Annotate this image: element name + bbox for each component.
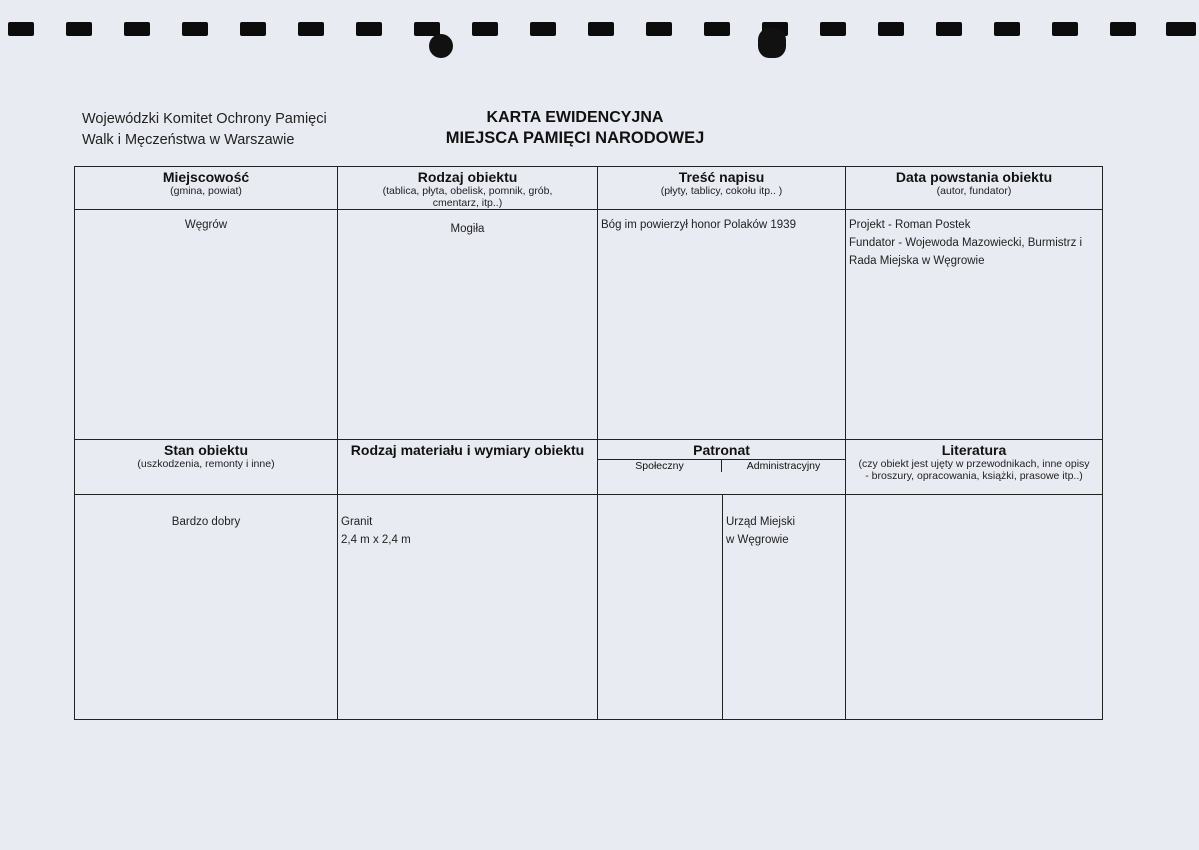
- title-line-1: KARTA EWIDENCYJNA: [486, 109, 664, 126]
- punch-mark: [472, 22, 498, 36]
- value-data-powstania: [846, 210, 1103, 440]
- punch-mark: [878, 22, 904, 36]
- value-literatura: [846, 495, 1103, 720]
- header-subtitle: (uszkodzenia, remonty i inne): [137, 458, 275, 470]
- value-text: 2,4 m x 2,4 m: [341, 534, 411, 546]
- header-subtitle: (czy obiekt jest ujęty w przewodnikach, inne opisy - broszury, opracowania, książki, prasowe itp..): [858, 458, 1090, 482]
- value-text: w Węgrowie: [726, 534, 789, 546]
- punch-mark: [1052, 22, 1078, 36]
- value-text: Fundator - Wojewoda Mazowiecki, Burmistrz i: [849, 237, 1083, 249]
- organization-line-1: Wojewódzki Komitet Ochrony Pamięci: [82, 111, 327, 127]
- punch-mark: [1166, 22, 1196, 36]
- value-rodzaj-obiektu: [338, 210, 598, 440]
- organization-line-2: Walk i Męczeństwa w Warszawie: [82, 132, 295, 148]
- punch-mark: [8, 22, 34, 36]
- value-text: Bardzo dobry: [171, 516, 241, 528]
- header-title: Treść napisu: [678, 169, 765, 185]
- punch-mark: [182, 22, 208, 36]
- value-text: Bóg im powierzył honor Polaków 1939: [601, 219, 796, 231]
- punch-mark: [124, 22, 150, 36]
- header-title: Rodzaj materiału i wymiary obiektu: [350, 442, 585, 458]
- value-text: Rada Miejska w Węgrowie: [849, 255, 985, 267]
- ink-blot: [758, 28, 786, 58]
- top-value-row: [75, 210, 1103, 440]
- value-stan-obiektu: [75, 495, 338, 720]
- subheader-spoleczny: Społeczny: [635, 460, 684, 472]
- punch-mark: [66, 22, 92, 36]
- punch-mark: [646, 22, 672, 36]
- header-rodzaj-materialu: [338, 440, 598, 495]
- title-line-2: MIEJSCA PAMIĘCI NARODOWEJ: [445, 129, 705, 147]
- punch-mark: [298, 22, 324, 36]
- value-text: Granit: [341, 516, 373, 528]
- organization-name: [82, 109, 327, 151]
- subheader-administracyjny: Administracyjny: [721, 460, 845, 472]
- top-header-row: [75, 167, 1103, 210]
- header-subtitle: (gmina, powiat): [170, 185, 242, 197]
- punch-mark: [588, 22, 614, 36]
- header-tresc-napisu: [598, 167, 846, 210]
- header-data-powstania: [846, 167, 1103, 210]
- value-miejscowosc: [75, 210, 338, 440]
- value-material: [338, 495, 598, 720]
- header-subtitle: (autor, fundator): [936, 185, 1012, 197]
- patronat-subheaders: [598, 459, 845, 472]
- punch-mark: [820, 22, 846, 36]
- header-rodzaj-obiektu: [338, 167, 598, 210]
- header-subtitle: (tablica, płyta, obelisk, pomnik, grób, cmentarz, itp..): [382, 185, 553, 209]
- header-literatura: [846, 440, 1103, 495]
- header-title: Literatura: [941, 442, 1007, 458]
- punch-mark: [356, 22, 382, 36]
- punch-mark: [994, 22, 1020, 36]
- value-tresc-napisu: [598, 210, 846, 440]
- header-title: Rodzaj obiektu: [417, 169, 518, 185]
- document-title: [415, 107, 735, 149]
- value-text: Mogiła: [450, 223, 485, 235]
- header-miejscowosc: [75, 167, 338, 210]
- header-title: Data powstania obiektu: [895, 169, 1053, 185]
- value-text: Węgrów: [184, 219, 228, 231]
- punch-mark: [240, 22, 266, 36]
- value-patronat-administracyjny: [723, 495, 846, 720]
- punch-mark: [936, 22, 962, 36]
- bottom-value-row: [75, 495, 1103, 720]
- header-stan-obiektu: [75, 440, 338, 495]
- header-title: Stan obiektu: [163, 442, 248, 458]
- value-patronat-spoleczny: [598, 495, 723, 720]
- ink-blot: [429, 34, 453, 58]
- registration-card-table: [74, 166, 1103, 720]
- header-title: Patronat: [693, 442, 750, 458]
- value-text: Projekt - Roman Postek: [849, 219, 971, 231]
- punch-mark: [1110, 22, 1136, 36]
- header-patronat: [598, 440, 846, 495]
- header-subtitle: (płyty, tablicy, cokołu itp.. ): [660, 185, 783, 197]
- punch-mark: [530, 22, 556, 36]
- header-title: Miejscowość: [162, 169, 250, 185]
- value-text: Urząd Miejski: [726, 516, 796, 528]
- bottom-header-row: [75, 440, 1103, 495]
- punch-mark: [704, 22, 730, 36]
